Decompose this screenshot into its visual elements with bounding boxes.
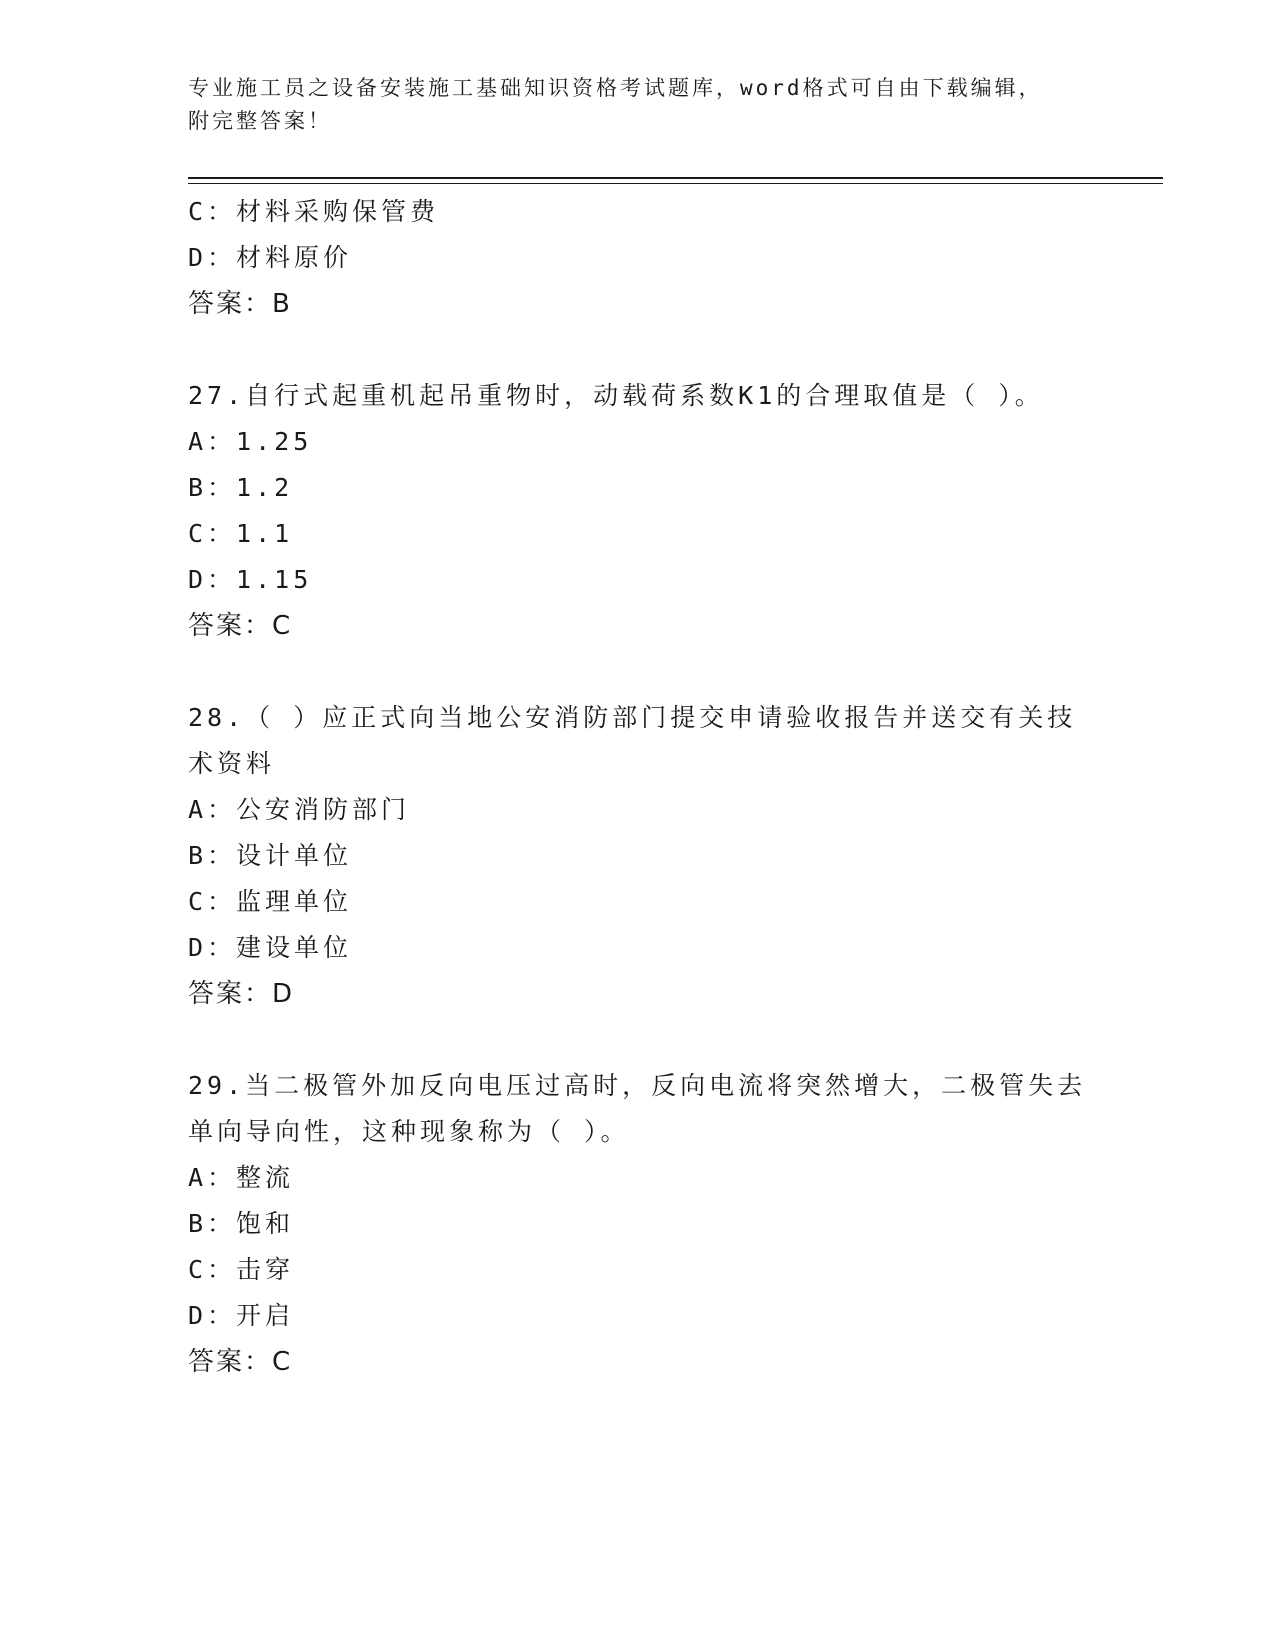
option-a: A：1.25 — [188, 427, 313, 456]
header-divider-thick — [188, 177, 1163, 179]
option-d: D：1.15 — [188, 565, 313, 594]
spacer — [188, 1017, 1088, 1063]
option-a: A：整流 — [188, 1163, 295, 1192]
option-d: D：材料原价 — [188, 243, 353, 272]
previous-question-fragment — [188, 189, 1088, 327]
question-text-line-2: 术资料 — [188, 749, 276, 778]
option-d: D：建设单位 — [188, 933, 353, 962]
option-b: B：设计单位 — [188, 841, 353, 870]
question-28 — [188, 695, 1088, 1017]
option-a: A：公安消防部门 — [188, 795, 411, 824]
answer-line: 答案：C — [188, 1347, 293, 1377]
option-c: C：监理单位 — [188, 887, 353, 916]
question-text-line-1: 29.当二极管外加反向电压过高时，反向电流将突然增大，二极管失去 — [188, 1071, 1087, 1100]
question-29 — [188, 1063, 1088, 1385]
option-b: B：1.2 — [188, 473, 294, 502]
question-text: 27.自行式起重机起吊重物时，动载荷系数K1的合理取值是（ ）。 — [188, 381, 1044, 410]
answer-line: 答案：D — [188, 979, 295, 1009]
answer-line: 答案：B — [188, 289, 292, 319]
question-27 — [188, 373, 1088, 649]
question-list — [188, 189, 1088, 1385]
option-c: C：材料采购保管费 — [188, 197, 440, 226]
spacer — [188, 327, 1088, 373]
option-c: C：击穿 — [188, 1255, 295, 1284]
question-text-line-2: 单向导向性，这种现象称为（ ）。 — [188, 1117, 630, 1146]
option-d: D：开启 — [188, 1301, 295, 1330]
option-c: C：1.1 — [188, 519, 294, 548]
option-b: B：饱和 — [188, 1209, 295, 1238]
header-title-line-1: 专业施工员之设备安装施工基础知识资格考试题库，word格式可自由下载编辑， — [188, 76, 1043, 100]
spacer — [188, 649, 1088, 695]
header-title-line-2: 附完整答案！ — [188, 109, 332, 133]
answer-line: 答案：C — [188, 611, 293, 641]
header-divider-thin — [188, 183, 1163, 184]
question-text-line-1: 28.（ ）应正式向当地公安消防部门提交申请验收报告并送交有关技 — [188, 703, 1077, 732]
document-header — [188, 72, 1088, 138]
